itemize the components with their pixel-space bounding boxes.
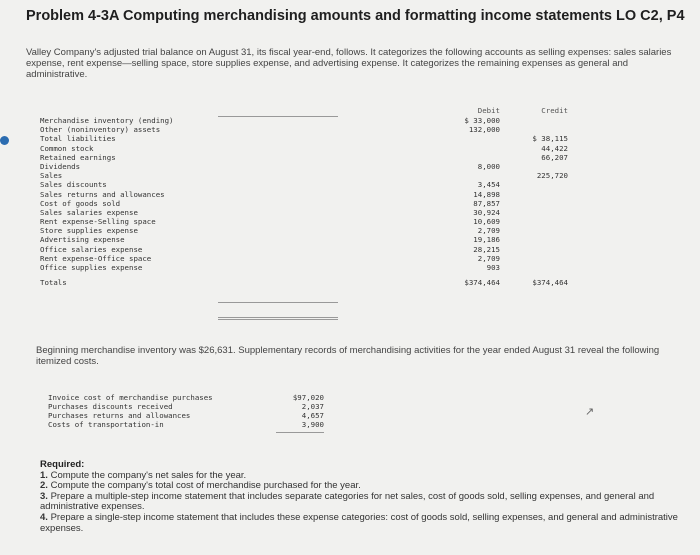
trial-balance-row xyxy=(40,161,500,171)
account-name: Cost of goods sold xyxy=(40,198,121,208)
account-name: Other (noninventory) assets xyxy=(40,125,161,135)
trial-balance-row xyxy=(40,253,500,263)
required-item xyxy=(40,492,680,513)
required-item-text: Prepare a single-step income statement that includes these expense categories: cost of goods sold, selling expenses, and general and administrative expenses. xyxy=(40,511,678,534)
trial-balance-row xyxy=(40,143,568,153)
account-name: Rent expense-Selling space xyxy=(40,217,156,227)
account-name: Total liabilities xyxy=(40,134,116,144)
required-item-text: Compute the company's total cost of merchandise purchased for the year. xyxy=(50,480,361,492)
credit-header: Credit xyxy=(541,106,568,115)
beginning-inventory-paragraph: Beginning merchandise inventory was $26,631. Supplementary records of merchandising activities for the year ended August 31 reveal the following itemized costs. xyxy=(36,345,660,367)
required-item-text: Prepare a multiple-step income statement that includes separate categories for net sales, cost of goods sold, selling expenses, and general and administrative expenses. xyxy=(40,490,655,513)
blue-marker-dot xyxy=(0,136,9,145)
trial-balance-row xyxy=(40,217,500,227)
account-name: Sales returns and allowances xyxy=(40,189,165,199)
debit-header: Debit xyxy=(477,106,500,115)
required-item-number: 3. xyxy=(40,490,48,502)
account-name: Office salaries expense xyxy=(40,244,143,254)
totals-double-underline-2 xyxy=(218,319,338,320)
totals-double-underline-1 xyxy=(218,317,338,318)
trial-balance-row xyxy=(40,171,568,181)
trial-balance-row xyxy=(40,189,500,199)
debit-amount: 10,609 xyxy=(473,217,500,227)
required-item xyxy=(40,513,680,534)
account-name: Dividends xyxy=(40,161,81,171)
trial-balance-totals-row xyxy=(40,278,568,288)
debit-amount: 30,924 xyxy=(473,207,500,217)
required-item-number: 2. xyxy=(40,480,48,492)
trial-balance-header xyxy=(40,106,568,116)
account-name: Retained earnings xyxy=(40,152,116,162)
trial-balance-row xyxy=(40,198,500,208)
debit-amount: 87,857 xyxy=(473,198,500,208)
totals-credit: $374,464 xyxy=(532,278,568,288)
trial-balance-row xyxy=(40,116,500,125)
cost-label: Invoice cost of merchandise purchases xyxy=(48,393,213,402)
required-item-number: 4. xyxy=(40,511,48,523)
account-name: Office supplies expense xyxy=(40,263,143,272)
trial-balance-row xyxy=(40,152,568,162)
problem-title: Problem 4-3A Computing merchandising amounts and formatting income statements LO C2, P4 xyxy=(26,8,685,24)
debit-amount: 3,454 xyxy=(477,180,500,190)
trial-balance-table xyxy=(40,106,568,288)
required-item-text: Compute the company's net sales for the year. xyxy=(50,469,247,481)
debit-amount: 19,186 xyxy=(473,235,500,245)
cost-value: 3,900 xyxy=(301,420,324,429)
trial-balance-row xyxy=(40,244,500,254)
trial-balance-row xyxy=(40,207,500,217)
account-name: Sales discounts xyxy=(40,180,107,190)
account-name: Rent expense-Office space xyxy=(40,253,152,263)
trial-balance-row xyxy=(40,235,500,245)
cost-label: Costs of transportation-in xyxy=(48,420,164,429)
trial-balance-row xyxy=(40,180,500,190)
debit-amount: 132,000 xyxy=(468,125,500,135)
debit-amount: 2,709 xyxy=(477,253,500,263)
totals-debit: $374,464 xyxy=(464,278,500,288)
trial-balance-row xyxy=(40,263,500,272)
trial-balance-row xyxy=(40,125,500,135)
trial-balance-row xyxy=(40,134,568,144)
credit-amount: $ 38,115 xyxy=(532,134,568,144)
required-heading: Required: xyxy=(40,459,85,470)
account-name: Sales xyxy=(40,171,63,181)
required-item-number: 1. xyxy=(40,469,48,481)
credit-amount: 66,207 xyxy=(541,152,568,162)
credit-amount: 225,720 xyxy=(536,171,568,181)
cost-value: 4,657 xyxy=(301,411,324,420)
debit-amount: 28,215 xyxy=(473,244,500,254)
account-name: Sales salaries expense xyxy=(40,207,138,217)
cost-value: 2,037 xyxy=(301,402,324,411)
mouse-cursor-icon: ↗ xyxy=(585,406,595,418)
supp-total-underline xyxy=(276,432,324,433)
account-name: Merchandise inventory (ending) xyxy=(40,116,174,125)
intro-paragraph: Valley Company's adjusted trial balance on August 31, its fiscal year-end, follows. It categorizes the following accounts as selling expenses: sales salaries expense, rent expense—selling space, store supplies expense, and advertising expense. It categorizes the remaining expenses as general and administrative. xyxy=(26,47,672,80)
debit-amount: $ 33,000 xyxy=(464,116,500,125)
credit-amount: 44,422 xyxy=(541,143,568,153)
cost-value: $97,020 xyxy=(292,393,324,402)
debit-amount: 2,709 xyxy=(477,226,500,236)
totals-label: Totals xyxy=(40,278,67,288)
header-underline xyxy=(218,116,338,117)
debit-amount: 903 xyxy=(486,263,500,272)
trial-balance-row xyxy=(40,226,500,236)
totals-overline xyxy=(218,302,338,303)
account-name: Common stock xyxy=(40,143,94,153)
debit-amount: 8,000 xyxy=(477,161,500,171)
debit-amount: 14,898 xyxy=(473,189,500,199)
cost-label: Purchases returns and allowances xyxy=(48,411,191,420)
account-name: Store supplies expense xyxy=(40,226,138,236)
account-name: Advertising expense xyxy=(40,235,125,245)
required-section xyxy=(40,460,680,534)
cost-label: Purchases discounts received xyxy=(48,402,173,411)
